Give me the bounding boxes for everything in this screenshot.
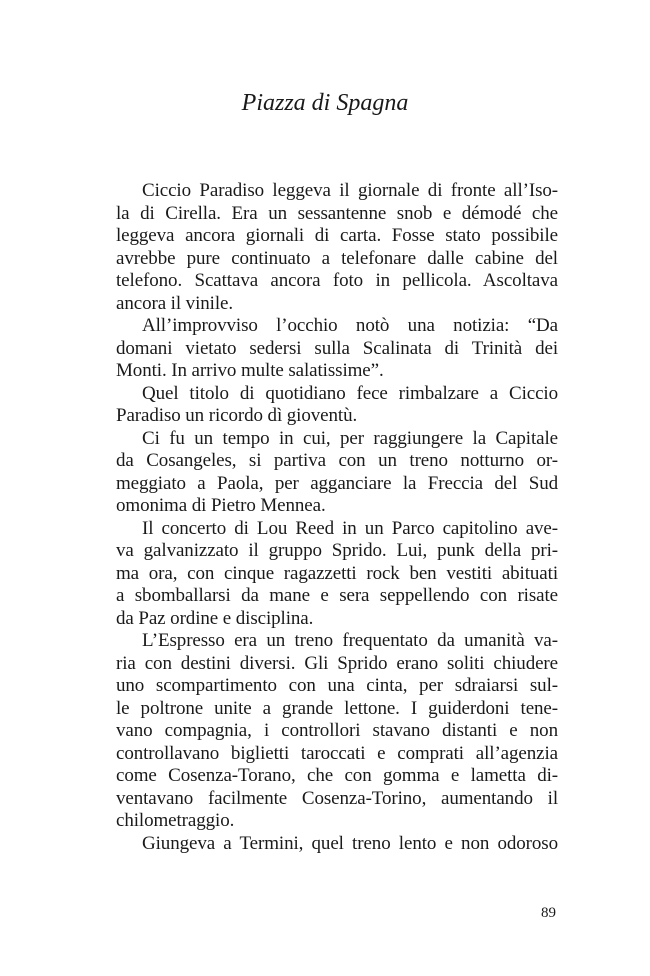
text-line: la di Cirella. Era un sessantenne snob e démodé che xyxy=(116,202,558,224)
text-line: Ci fu un tempo in cui, per raggiungere la Capitale xyxy=(142,427,558,449)
text-line: Il concerto di Lou Reed in un Parco capitolino ave- xyxy=(142,517,558,539)
paragraph xyxy=(116,428,558,518)
text-line: va galvanizzato il gruppo Sprido. Lui, punk della pri- xyxy=(116,540,558,561)
body-text xyxy=(116,180,558,855)
text-line: da Paz ordine e disciplina. xyxy=(116,607,314,629)
text-line: ancora il vinile. xyxy=(116,292,234,314)
text-line: avrebbe pure continuato a telefonare dalle cabine del xyxy=(116,247,558,269)
text-line: le poltrone unite a grande lettone. I guiderdoni tene- xyxy=(116,697,558,719)
text-line: meggiato a Paola, per agganciare la Freccia del Sud xyxy=(116,472,558,494)
text-line: All’improvviso l’occhio notò una notizia: “Da xyxy=(142,315,558,336)
text-line: Giungeva a Termini, quel treno lento e non odoroso xyxy=(142,832,558,854)
text-line: Paradiso un ricordo dì gioventù. xyxy=(116,405,358,426)
paragraph xyxy=(116,180,558,315)
paragraph xyxy=(116,630,558,833)
text-line: telefono. Scattava ancora foto in pellicola. Ascoltava xyxy=(116,270,558,291)
text-line: a sbomballarsi da mane e sera seppellendo con risate xyxy=(116,585,558,606)
text-line: L’Espresso era un treno frequentato da umanità va- xyxy=(142,630,558,651)
text-line: omonima di Pietro Mennea. xyxy=(116,495,326,516)
text-line: vano compagnia, i controllori stavano distanti e non xyxy=(116,720,558,741)
text-line: ventavano facilmente Cosenza-Torino, aumentando il xyxy=(116,787,558,809)
chapter-title: Piazza di Spagna xyxy=(241,90,409,116)
text-line: uno scompartimento con una cinta, per sdraiarsi sul- xyxy=(116,675,558,696)
text-line: come Cosenza-Torano, che con gomma e lametta di- xyxy=(116,765,558,786)
paragraph xyxy=(116,518,558,631)
text-line: domani vietato sedersi sulla Scalinata di Trinità dei xyxy=(116,337,558,359)
paragraph xyxy=(116,833,558,856)
text-line: Quel titolo di quotidiano fece rimbalzare a Ciccio xyxy=(142,382,558,404)
text-line: leggeva ancora giornali di carta. Fosse stato possibile xyxy=(116,225,558,246)
text-line: controllavano biglietti taroccati e comprati all’agenzia xyxy=(116,742,558,764)
text-line: Ciccio Paradiso leggeva il giornale di fronte all’Iso- xyxy=(142,180,558,201)
paragraph xyxy=(116,383,558,428)
text-line: chilometraggio. xyxy=(116,810,235,831)
paragraph xyxy=(116,315,558,383)
text-line: ria con destini diversi. Gli Sprido erano soliti chiudere xyxy=(116,652,558,674)
text-line: Monti. In arrivo multe salatissime”. xyxy=(116,360,384,381)
text-line: da Cosangeles, si partiva con un treno notturno or- xyxy=(116,450,558,471)
page-number: 89 xyxy=(541,905,556,921)
text-line: ma ora, con cinque ragazzetti rock ben vestiti abituati xyxy=(116,562,558,584)
